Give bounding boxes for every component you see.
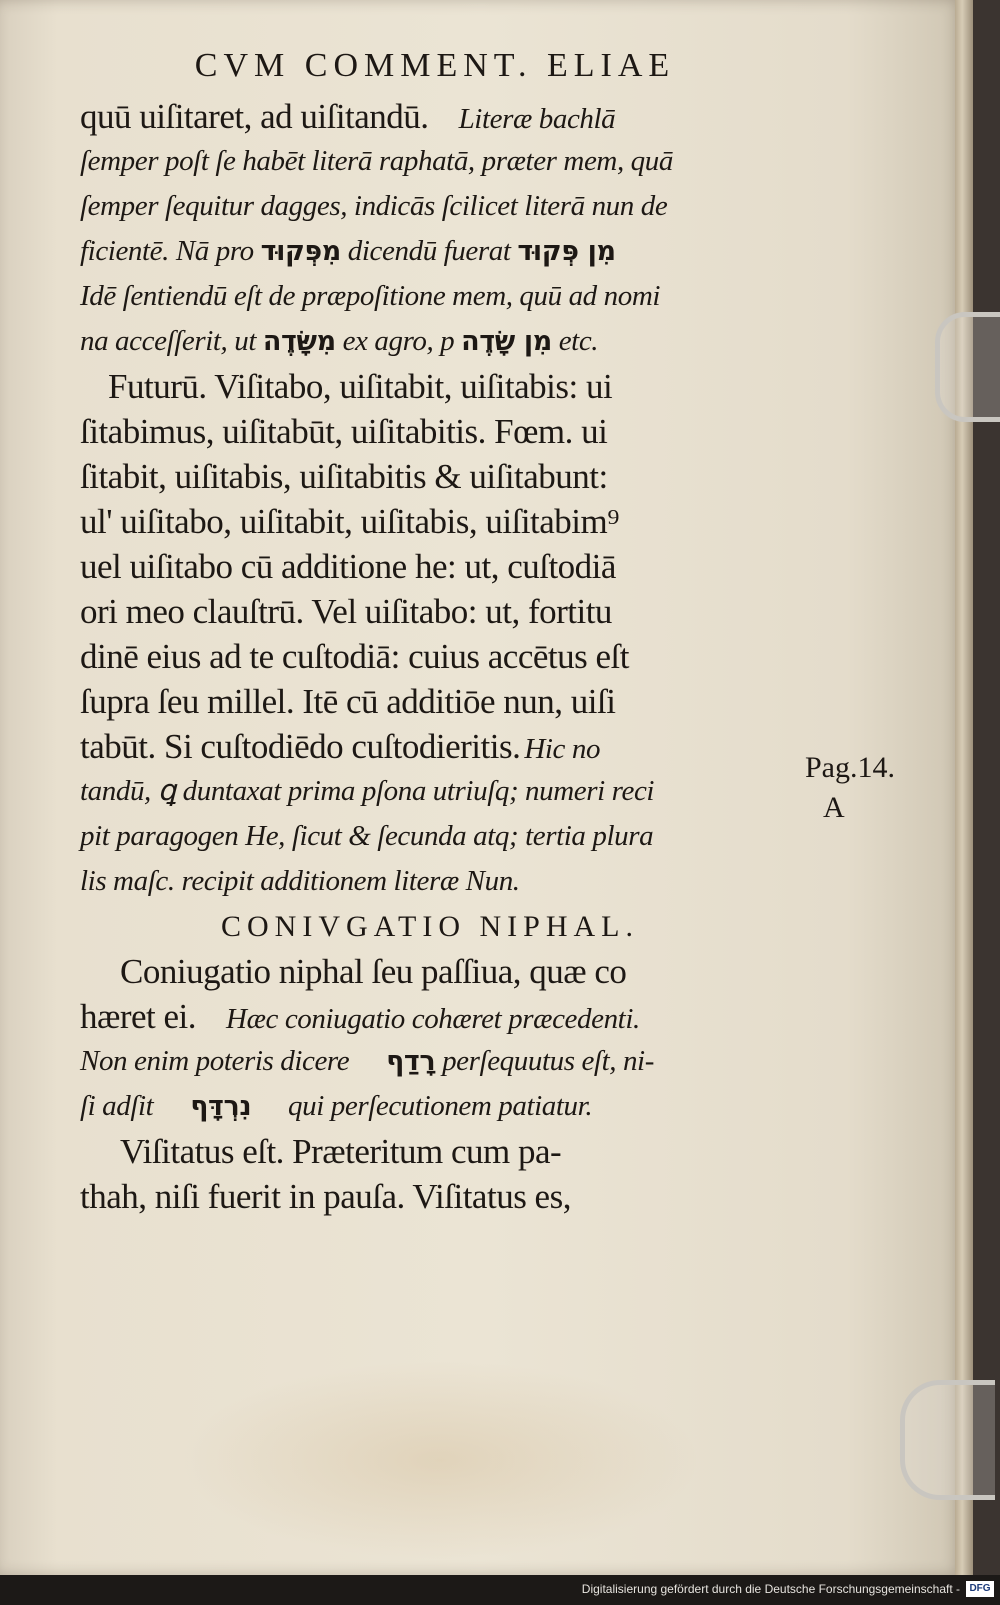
- text-line: Idē ſentiendū eſt de præpoſitione mem, quū ad nomi: [80, 280, 661, 312]
- text-line: uel uiſitabo cū additione he: ut, cuſtodiā: [80, 547, 616, 586]
- text-line: ul' uiſitabo, uiſitabit, uiſitabis, uiſitabim⁹: [80, 502, 619, 541]
- text-line: ſitabimus, uiſitabūt, uiſitabitis. Fœm. ui: [80, 412, 608, 451]
- page-edge: [955, 0, 973, 1575]
- hebrew-word: מִשָּׂדֶה: [262, 326, 336, 357]
- text-line: ſupra ſeu millel. Itē cū additiōe nun, uiſi: [80, 682, 616, 721]
- book-clasp-top: [935, 312, 1000, 422]
- text-line: dinē eius ad te cuſtodiā: cuius accētus eſt: [80, 637, 629, 676]
- text-line: Futurū. Viſitabo, uiſitabit, uiſitabis: ui: [108, 367, 613, 406]
- footer-credit: Digitalisierung gefördert durch die Deutsche Forschungsgemeinschaft -: [581, 1582, 960, 1596]
- text-line: tandū, ꝗ duntaxat prima pſona utriuſq; numeri reci: [80, 775, 655, 807]
- marginal-note: [805, 748, 895, 828]
- text-line: ſemper poſt ſe habēt literā raphatā, præter mem, quā: [80, 145, 673, 177]
- text-line: ficientē. Nā pro מִפְּקוּד dicendū fuerat מִן פְּקוּד: [80, 235, 616, 267]
- text-line: na acceſſerit, ut מִשָּׂדֶה ex agro, p מִן שָׂדֶה etc.: [80, 325, 599, 357]
- text-line: lis maſc. recipit additionem literæ Nun.: [80, 865, 520, 897]
- hebrew-word: רָדַף: [386, 1046, 436, 1077]
- text-line: hæret ei. Hæc coniugatio cohæret præcedenti.: [80, 997, 640, 1036]
- hebrew-word: מִן שָׂדֶה: [461, 326, 552, 357]
- hebrew-word: מִפְּקוּד: [260, 236, 341, 267]
- text-line: ſi adſit נִרְדָּף qui perſecutionem patiatur.: [80, 1090, 593, 1122]
- text-line: Viſitatus eſt. Præteritum cum pa-: [120, 1132, 562, 1171]
- digitization-footer: [0, 1575, 1000, 1605]
- section-heading: CONIVGATIO NIPHAL.: [221, 910, 639, 943]
- paper-stain: [180, 1360, 700, 1560]
- running-head: CVM COMMENT. ELIAE: [194, 47, 676, 84]
- dfg-logo: DFG: [966, 1581, 994, 1597]
- signature-mark: A: [823, 791, 845, 824]
- book-clasp-bottom: [900, 1380, 995, 1500]
- text-line: ori meo clauſtrū. Vel uiſitabo: ut, fortitu: [80, 592, 612, 631]
- text-line: pit paragogen He, ſicut & ſecunda atq; tertia plura: [80, 820, 654, 852]
- page-reference: Pag.14.: [805, 751, 895, 784]
- text-line: quū uiſitaret, ad uiſitandū. Literæ bachlā: [80, 97, 616, 136]
- text-line: thah, niſi fuerit in pauſa. Viſitatus es,: [80, 1177, 571, 1216]
- hebrew-word: נִרְדָּף: [190, 1091, 252, 1122]
- text-line: ſemper ſequitur dagges, indicās ſcilicet literā nun de: [80, 190, 668, 222]
- text-line: tabūt. Si cuſtodiēdo cuſtodieritis. Hic no: [80, 727, 601, 766]
- text-line: Non enim poteris dicere רָדַף perſequutus eſt, ni-: [80, 1045, 654, 1077]
- text-line: Coniugatio niphal ſeu paſſiua, quæ co: [120, 952, 627, 991]
- hebrew-word: מִן פְּקוּד: [517, 236, 616, 267]
- text-line: ſitabit, uiſitabis, uiſitabitis & uiſitabunt:: [80, 457, 608, 496]
- page-text: [80, 44, 780, 1219]
